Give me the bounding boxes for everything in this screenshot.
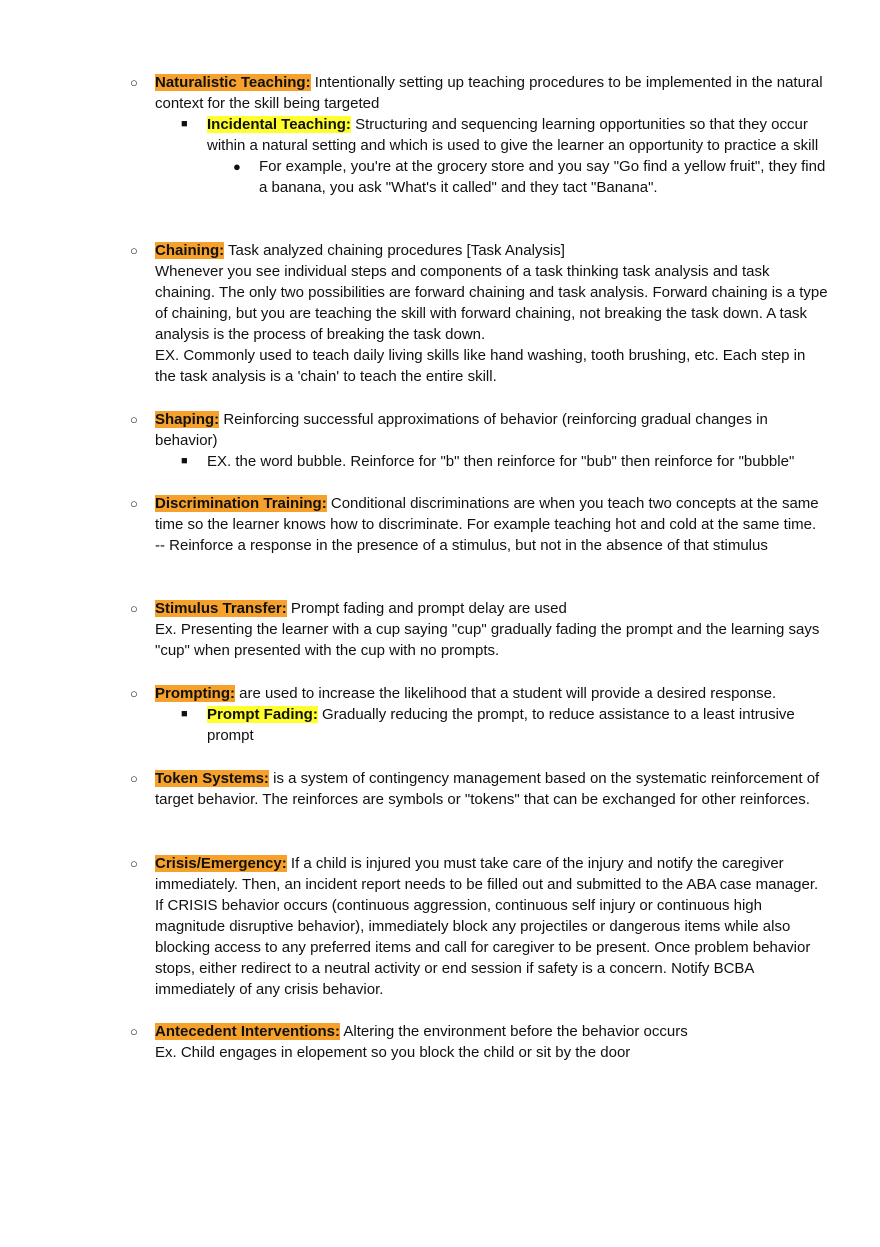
square-bullet-icon: ■: [181, 708, 188, 720]
square-bullet-icon: ■: [181, 118, 188, 130]
list-item-stimulus-transfer: [130, 598, 830, 661]
term-highlight: Token Systems:: [155, 770, 269, 787]
list-item-prompting: [130, 683, 830, 746]
item-text: If a child is injured you must take care of the injury and notify the caregiver immediately. Then, an incident report needs to be filled out and submitted to the ABA case manager. If CRISIS behavior occurs (continuous aggression, continuous self injury or continuous high magnitude disruptive behavior), immediately block any projectiles or dangerous items while also blocking access to any preferred items and call for caregiver to be present. Once problem behavior stops, either redirect to a neutral activity or end session if safety is a concern. Notify BCBA immediately of any crisis behavior.: [155, 855, 819, 998]
sub-item-text: EX. the word bubble. Reinforce for "b" then reinforce for "bub" then reinforce for "bubble": [207, 453, 795, 470]
sub-list-item: [181, 114, 830, 156]
sub-list-item: [181, 451, 830, 472]
list-item-shaping: [130, 409, 830, 472]
paragraph: Ex. Child engages in elopement so you block the child or sit by the door: [155, 1044, 631, 1061]
example-text: For example, you're at the grocery store and you say "Go find a yellow fruit", they find a banana, you ask "What's it called" and they tact "Banana".: [259, 158, 826, 196]
hollow-bullet-icon: ○: [130, 686, 138, 701]
term-highlight: Discrimination Training:: [155, 495, 327, 512]
item-text: Prompt fading and prompt delay are used: [286, 600, 567, 617]
hollow-bullet-icon: ○: [130, 496, 138, 511]
term-highlight: Shaping:: [155, 411, 220, 428]
term-highlight: Stimulus Transfer:: [155, 600, 287, 617]
list-item-discrimination-training: [130, 493, 830, 556]
hollow-bullet-icon: ○: [130, 1024, 138, 1039]
item-text: Intentionally setting up teaching procedures to be implemented in the natural context for the skill being targeted: [155, 74, 823, 112]
paragraph: Whenever you see individual steps and components of a task thinking task analysis and task chaining. The only two possibilities are forward chaining and task analysis. Forward chaining is a type of chaining, but you are teaching the skill with forward chaining, not breaking the task down. A task analysis is the process of breaking the task down.: [155, 263, 828, 343]
sub-list-item: [181, 704, 830, 746]
hollow-bullet-icon: ○: [130, 75, 138, 90]
subterm-highlight: Incidental Teaching:: [207, 116, 351, 133]
list-item-naturalistic-teaching: [130, 72, 830, 198]
term-highlight: Naturalistic Teaching:: [155, 74, 311, 91]
paragraph: -- Reinforce a response in the presence of a stimulus, but not in the absence of that stimulus: [155, 537, 768, 554]
paragraph: EX. Commonly used to teach daily living skills like hand washing, tooth brushing, etc. Each step in the task analysis is a 'chain' to teach the entire skill.: [155, 347, 806, 385]
dot-bullet-icon: ●: [233, 159, 241, 174]
list-item-token-systems: [130, 768, 830, 810]
item-text: Conditional discriminations are when you teach two concepts at the same time so the learner knows how to discriminate. For example teaching hot and cold at the same time.: [155, 495, 819, 533]
paragraph: Ex. Presenting the learner with a cup saying "cup" gradually fading the prompt and the learning says "cup" when presented with the cup with no prompts.: [155, 621, 820, 659]
item-text: Reinforcing successful approximations of behavior (reinforcing gradual changes in behavior): [155, 411, 768, 449]
square-bullet-icon: ■: [181, 455, 188, 467]
subterm-highlight: Prompt Fading:: [207, 706, 318, 723]
hollow-bullet-icon: ○: [130, 771, 138, 786]
sub-item-text: Structuring and sequencing learning opportunities so that they occur within a natural setting and which is used to give the learner an opportunity to practice a skill: [207, 116, 819, 154]
item-text: is a system of contingency management based on the systematic reinforcement of target behavior. The reinforces are symbols or "tokens" that can be exchanged for other reinforces.: [155, 770, 820, 808]
list-item-chaining: [130, 240, 830, 387]
list-item-crisis-emergency: [130, 853, 830, 1000]
term-highlight: Crisis/Emergency:: [155, 855, 287, 872]
term-highlight: Antecedent Interventions:: [155, 1023, 341, 1040]
item-text: Task analyzed chaining procedures [Task Analysis]: [224, 242, 565, 259]
hollow-bullet-icon: ○: [130, 601, 138, 616]
hollow-bullet-icon: ○: [130, 412, 138, 427]
hollow-bullet-icon: ○: [130, 243, 138, 258]
hollow-bullet-icon: ○: [130, 856, 138, 871]
term-highlight: Chaining:: [155, 242, 225, 259]
item-text: are used to increase the likelihood that a student will provide a desired response.: [235, 685, 777, 702]
sub-item-text: Gradually reducing the prompt, to reduce assistance to a least intrusive prompt: [207, 706, 795, 744]
item-text: Altering the environment before the behavior occurs: [340, 1023, 688, 1040]
list-item-antecedent-interventions: [130, 1021, 830, 1063]
sub-sub-list-item: [233, 156, 830, 198]
term-highlight: Prompting:: [155, 685, 235, 702]
